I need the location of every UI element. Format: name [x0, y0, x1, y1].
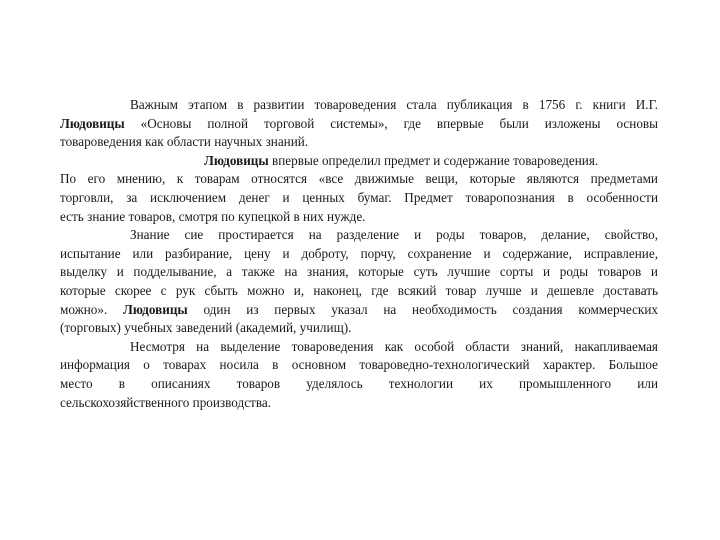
text-run: сельскохозяйственного производства.: [60, 394, 272, 410]
text-run: выделку и подделывание, а также на знания, которые суть лучшие сорты и роды товаров и: [60, 264, 658, 280]
author-name: Людовицы: [60, 115, 125, 131]
paragraph-4-line-2: [60, 356, 658, 375]
paragraph-4-line-4: [60, 394, 658, 413]
text-run: можно».: [60, 301, 124, 317]
text-run: впервые определил предмет и содержание товароведения.: [268, 152, 599, 168]
text-run: «Основы полной торговой системы», где впервые были изложены основы: [124, 115, 658, 131]
paragraph-3-line-5: [60, 301, 658, 320]
paragraph-2-line-2: [60, 170, 658, 189]
paragraph-3-line-6: [60, 319, 658, 338]
text-run: По его мнению, к товарам относятся «все движимые вещи, которые являются предметами: [60, 171, 658, 187]
text-run: один из первых указал на необходимость создания коммерческих: [187, 301, 658, 317]
paragraph-1-line-1: [60, 96, 658, 115]
text-run: Несмотря на выделение товароведения как особой области знаний, накапливаемая: [130, 338, 658, 354]
paragraph-2-line-3: [60, 189, 658, 208]
text-run: торговли, за исключением денег и ценных бумаг. Предмет товаропознания в особенности: [60, 189, 658, 205]
paragraph-2-line-1: [60, 152, 658, 171]
text-run: товароведения как области научных знаний.: [60, 134, 309, 150]
text-run: место в описаниях товаров уделялось технологии их промышленного или: [60, 375, 658, 391]
paragraph-3-line-1: [60, 226, 658, 245]
paragraph-4-line-1: [60, 338, 658, 357]
text-run: есть знание товаров, смотря по купецкой в них нужде.: [60, 208, 366, 224]
author-name: Людовицы: [204, 152, 269, 168]
text-run: испытание или разбирание, цену и доброту, порчу, сохранение и содержание, исправление,: [60, 245, 658, 261]
text-run: (торговых) учебных заведений (академий, училищ).: [60, 320, 352, 336]
text-run: Важным этапом в развитии товароведения стала публикация в 1756 г. книги И.Г.: [130, 97, 658, 112]
author-name: Людовицы: [123, 301, 188, 317]
text-run: Знание сие простирается на разделение и роды товаров, делание, свойство,: [130, 227, 658, 243]
paragraph-1-line-2: [60, 115, 658, 134]
paragraph-4-line-3: [60, 375, 658, 394]
text-run: информация о товарах носила в основном товароведно-технологический характер. Большое: [60, 357, 658, 373]
paragraph-3-line-2: [60, 245, 658, 264]
paragraph-3-line-3: [60, 263, 658, 282]
text-run: которые скорее с рук сбыть можно и, наконец, где всякий товар лучше и дешевле доставать: [60, 282, 658, 298]
paragraph-2-line-4: [60, 208, 658, 227]
paragraph-1-line-3: [60, 133, 658, 152]
document-text: [60, 96, 658, 412]
paragraph-3-line-4: [60, 282, 658, 301]
